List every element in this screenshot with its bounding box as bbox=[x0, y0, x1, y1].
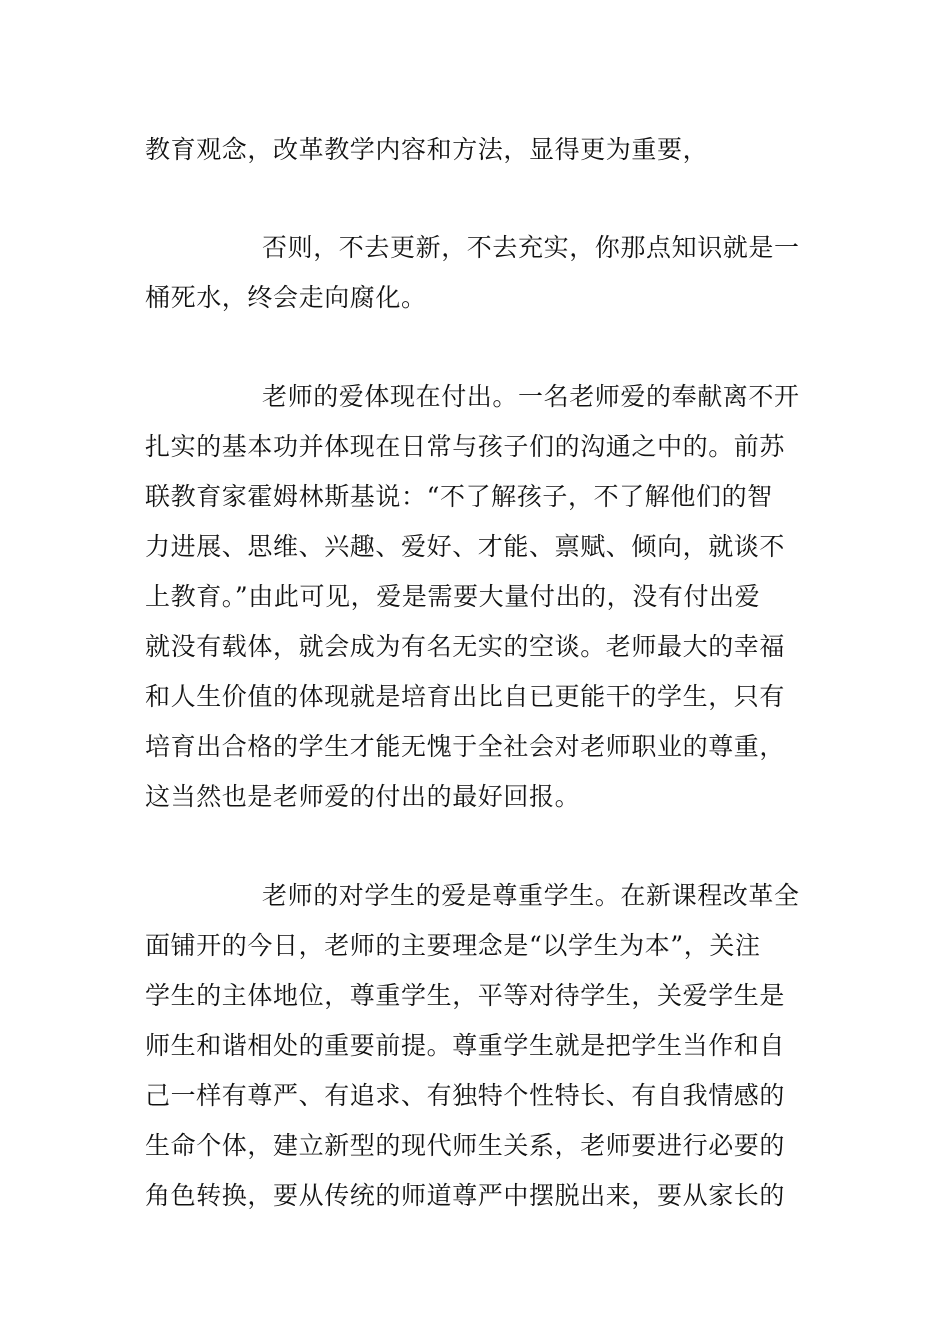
paragraph-4-line-7: 角色转换，要从传统的师道尊严中摆脱出来，要从家长的 bbox=[145, 1181, 786, 1210]
paragraph-4-line-2: 面铺开的今日，老师的主要理念是“以学生为本”，关注 bbox=[145, 931, 761, 960]
paragraph-4-line-4: 师生和谐相处的重要前提。尊重学生就是把学生当作和自 bbox=[145, 1031, 786, 1060]
paragraph-4-line-1: 老师的对学生的爱是尊重学生。在新课程改革全 bbox=[262, 881, 800, 910]
paragraph-3-line-9: 这当然也是老师爱的付出的最好回报。 bbox=[145, 782, 581, 811]
paragraph-1-line-1: 教育观念，改革教学内容和方法，显得更为重要， bbox=[145, 135, 709, 164]
paragraph-3-line-4: 力进展、思维、兴趣、爱好、才能、禀赋、倾向，就谈不 bbox=[145, 532, 786, 561]
paragraph-2-line-1: 否则，不去更新，不去充实，你那点知识就是一 bbox=[262, 233, 800, 262]
paragraph-4-line-6: 生命个体，建立新型的现代师生关系，老师要进行必要的 bbox=[145, 1131, 786, 1160]
paragraph-3-line-6: 就没有载体，就会成为有名无实的空谈。老师最大的幸福 bbox=[145, 632, 786, 661]
paragraph-3-line-2: 扎实的基本功并体现在日常与孩子们的沟通之中的。前苏 bbox=[145, 432, 786, 461]
paragraph-4-line-3: 学生的主体地位，尊重学生，平等对待学生，关爱学生是 bbox=[145, 981, 786, 1010]
paragraph-4-line-5: 己一样有尊严、有追求、有独特个性特长、有自我情感的 bbox=[145, 1081, 786, 1110]
paragraph-3-line-1: 老师的爱体现在付出。一名老师爱的奉献离不开 bbox=[262, 382, 800, 411]
paragraph-3-line-7: 和人生价值的体现就是培育出比自已更能干的学生，只有 bbox=[145, 682, 786, 711]
paragraph-3-line-3: 联教育家霍姆林斯基说：“不了解孩子，不了解他们的智 bbox=[145, 482, 773, 511]
paragraph-2-line-2: 桶死水，终会走向腐化。 bbox=[145, 283, 427, 312]
paragraph-3-line-5: 上教育。”由此可见，爱是需要大量付出的，没有付出爱 bbox=[145, 582, 761, 611]
paragraph-3-line-8: 培育出合格的学生才能无愧于全社会对老师职业的尊重， bbox=[145, 732, 786, 761]
